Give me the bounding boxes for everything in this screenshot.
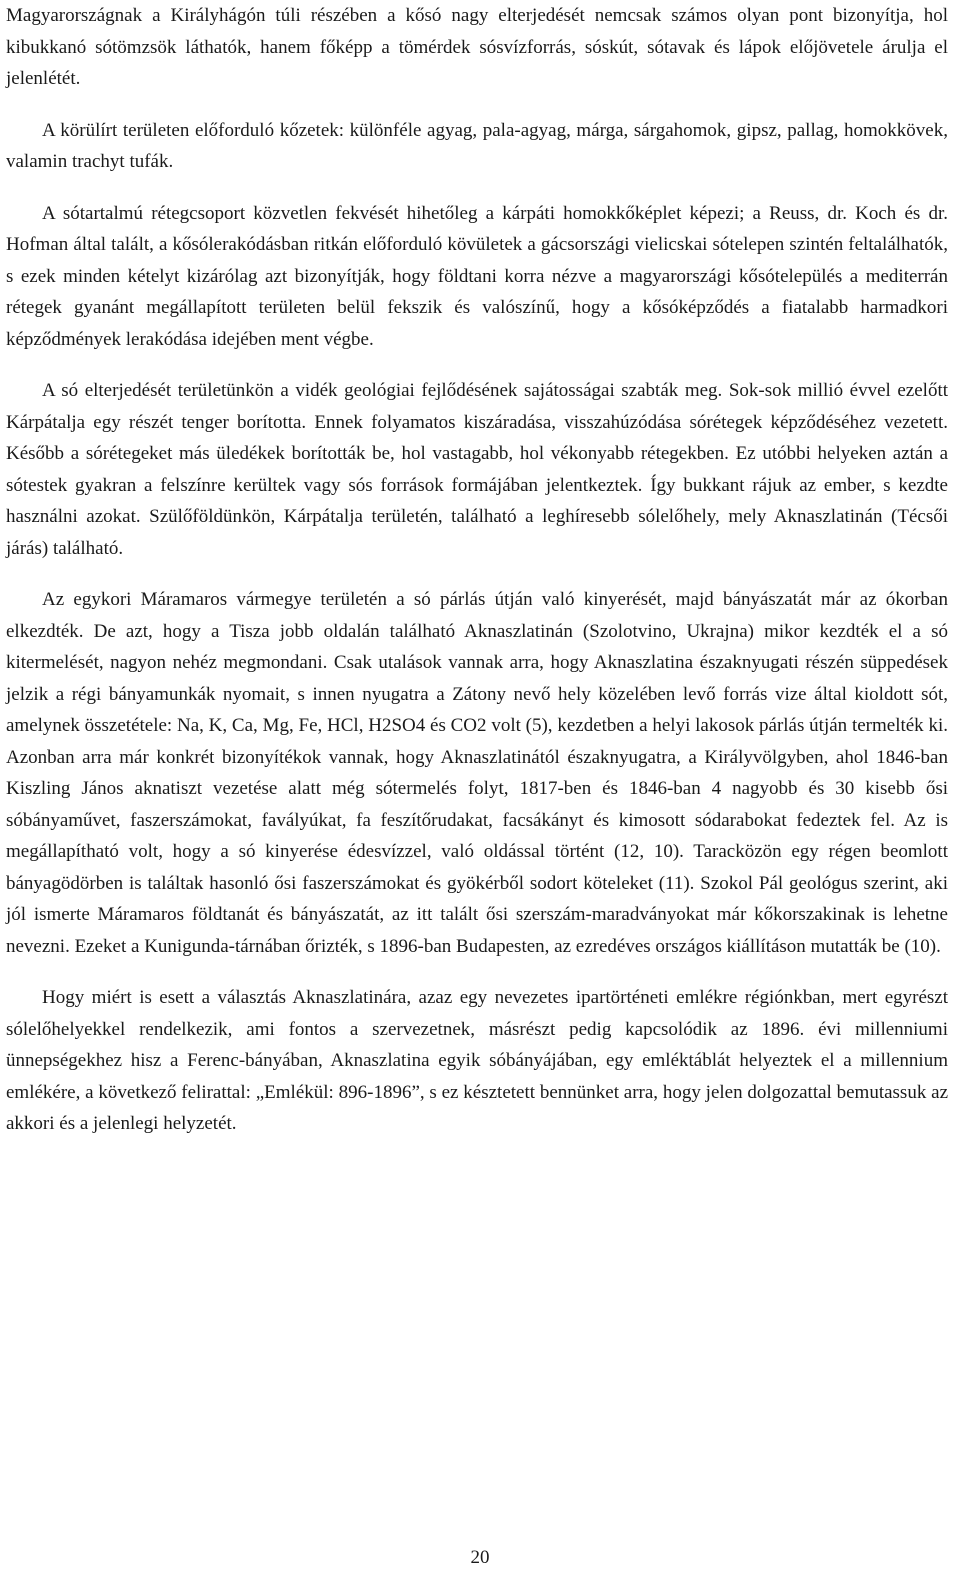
paragraph-aknaszlatina-choice: Hogy miért is esett a választás Aknaszlatinára, azaz egy nevezetes ipartörténeti emlékre régiónkban, mert egyrészt sólelőhelyekkel rendelkezik, ami fontos a szervezetnek, másrészt pedig kapcsolódik az 1896. évi millenniumi ünnepségekhez hisz a Ferenc-bányában, Aknaszlatina egyik sóbányájában, egy emléktáblát helyeztek el a millennium emlékére, a következő felirattal: „Emlékül: 896-1896”, s ez késztetett bennünket arra, hogy jelen dolgozattal bemutassuk az akkori és a jelenlegi helyzetét.: [6, 987, 948, 1134]
paragraph-salt-layer-geology: A sótartalmú rétegcsoport közvetlen fekvését hihetőleg a kárpáti homokkőképlet képezi; a Reuss, dr. Koch és dr. Hofman által talált, a kősólerakódásban ritkán előforduló kövületek a gácsországi vielicskai sótelepen szintén feltalálhatók, s ezek minden kételyt kizárólag azt bizonyítják, hogy földtani korra nézve a magyarországi kősótelepülés a mediterrán rétegek gyanánt megállapított területen belül fekszik és valószínű, hogy a kősóképződés a fiatalabb harmadkori képződmények lerakódása idejében ment végbe.: [6, 202, 948, 350]
page-number: 20: [470, 1547, 490, 1568]
paragraph-rock-types: A körülírt területen előforduló kőzetek: különféle agyag, pala-agyag, márga, sárgahomok, gipsz, pallag, homokkövek, valamin trachyt tufák.: [6, 119, 948, 172]
paragraph-maramaros-mining: Az egykori Máramaros vármegye területén a só párlás útján való kinyerését, majd bányászatát már az ókorban elkezdték. De azt, hogy a Tisza jobb oldalán található Aknaszlatinán (Szolotvino, Ukrajna) mikor kezdték el a só kitermelését, nagyon nehéz megmondani. Csak utalások vannak arra, hogy Aknaszlatina északnyugati részén süppedések jelzik a régi bányamunkák nyomait, s innen nyugatra a Zátony nevő hely közelében levő forrás vize által kioldott sót, amelynek összetétele: Na, K, Ca, Mg, Fe, HCl, H2SO4 és CO2 volt (5), kezdetben a helyi lakosok párlás útján termelték ki. Azonban arra már konkrét bizonyítékok vannak, hogy Aknaszlatinától északnyugatra, a Királyvölgyben, ahol 1846-ban Kiszling János aknatiszt vezetése alatt még sótermelés folyt, 1817-ben és 1846-ban 4 nagyobb és 30 kisebb ősi sóbányaművet, faszerszámokat, favályúkat, fa feszítőrudakat, facsákányt és kimosott sódarabokat fedeztek fel. Az is megállapítható volt, hogy a só kinyerése édesvízzel, való oldással történt (12, 10). Taracközön egy régen beomlott bányagödörben is találtak hasonló ősi faszerszámokat és gyökérből sodort köteleket (11). Szokol Pál geológus szerint, aki jól ismerte Máramaros földtanát és bányászatát, az itt talált ősi szerszám-maradványokat már kőkorszakinak is lehetne nevezni. Ezeket a Kunigunda-tárnában őrizték, s 1896-ban Budapesten, az ezredéves országos kiállításon mutatták be (10).: [6, 589, 948, 957]
paragraph-salt-distribution-intro: Magyarországnak a Királyhágón túli részében a kősó nagy elterjedését nemcsak számos olyan pont bizonyítja, hol kibukkanó sótömzsök láthatók, hanem főképp a tömérdek sósvízforrás, sóskút, sótavak és lápok előjövetele árulja el jelenlétét.: [6, 5, 948, 89]
paragraph-salt-formation-history: A só elterjedését területünkön a vidék geológiai fejlődésének sajátosságai szabták meg. Sok-sok millió évvel ezelőtt Kárpátalja egy részét tenger borította. Ennek folyamatos kiszáradása, visszahúzódása sórétegek képződéséhez vezetett. Később a sórétegeket más üledékek borították be, hol vastagabb, hol vékonyabb rétegekben. Ez utóbbi helyeken aztán a sótestek gyakran a felszínre kerültek vagy sós források formájában jelentkeztek. Így bukkant rájuk az ember, s kezdte használni azokat. Szülőföldünkön, Kárpátalja területén, található a leghíresebb sólelőhely, mely Aknaszlatinán (Técsői járás) található.: [6, 380, 948, 559]
document-body: [6, 0, 948, 1140]
